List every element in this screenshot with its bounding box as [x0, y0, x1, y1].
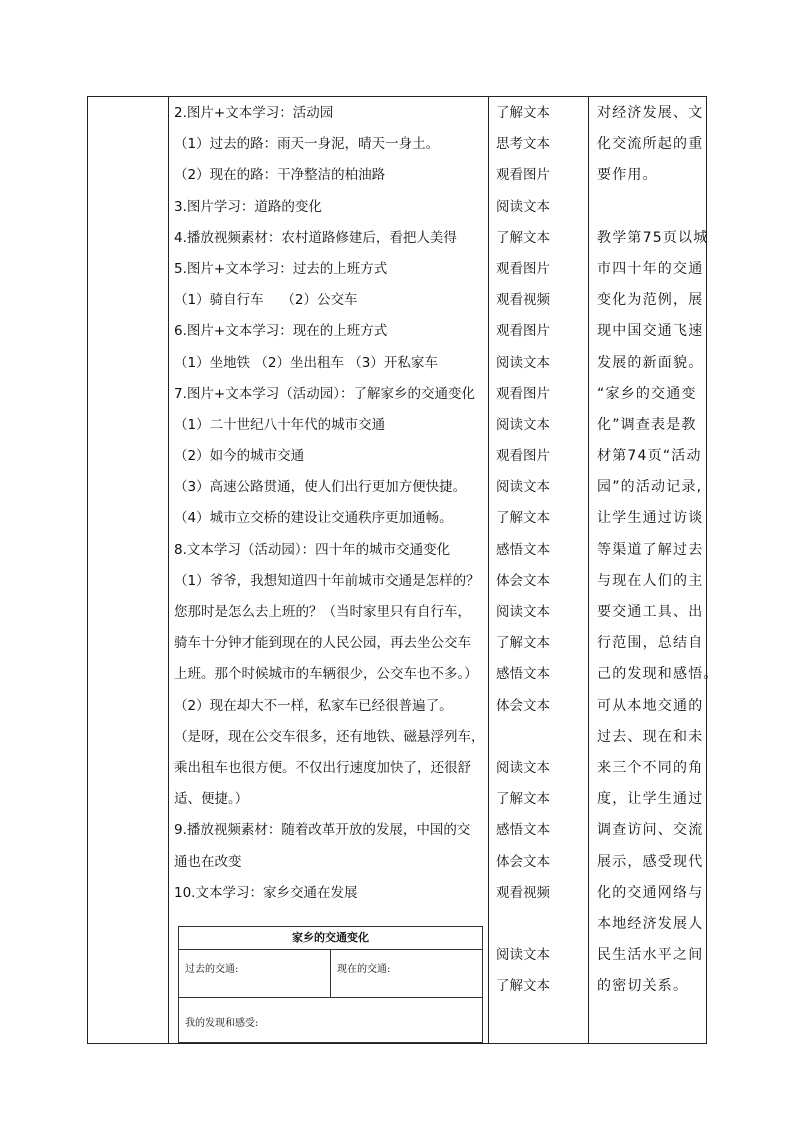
note-line: 市四十年的交通 [597, 260, 704, 277]
note-line: 与现在人们的主 [597, 572, 704, 589]
note-line: 调查访问、交流 [597, 822, 704, 839]
note-line: 化的交通网络与 [597, 884, 704, 901]
activity-line: 体会文本 [496, 572, 550, 589]
activity-line: 了解文本 [496, 510, 550, 527]
content-line: （是呀，现在公交车很多，还有地铁、磁悬浮列车， [174, 728, 485, 745]
note-line: 对经济发展、文 [597, 105, 704, 121]
activity-line: 阅读文本 [496, 604, 550, 620]
activity-line: 阅读文本 [496, 354, 550, 371]
activity-line: 观看视频 [496, 292, 550, 309]
note-line: 可从本地交通的 [597, 697, 704, 714]
note-line: 过去、现在和未 [597, 728, 704, 745]
activity-line [489, 722, 587, 753]
activity-line: 体会文本 [496, 853, 550, 870]
content-line: 5.图片+文本学习：过去的上班方式 [174, 260, 388, 277]
content-line: 2.图片+文本学习：活动园 [174, 105, 334, 121]
content-line: （1）过去的路：雨天一身泥，晴天一身土。 [174, 136, 440, 153]
survey-form-title: 家乡的交通变化 [179, 927, 482, 950]
past-transport-label: 过去的交通: [179, 950, 331, 997]
activity-line: 观看图片 [496, 448, 550, 465]
activity-line: 了解文本 [496, 791, 550, 808]
activity-line [489, 909, 587, 940]
activity-line: 了解文本 [496, 635, 550, 652]
activity-line: 了解文本 [496, 229, 550, 246]
note-line: 本地经济发展人 [597, 915, 704, 932]
content-line: （1）骑自行车 （2）公交车 [174, 292, 358, 309]
content-line: 9.播放视频素材：随着改革开放的发展，中国的交 [174, 822, 471, 839]
activity-line: 思考文本 [496, 136, 550, 153]
activity-line: 观看图片 [496, 323, 550, 340]
note-line: 来三个不同的角 [597, 759, 704, 776]
content-line: （2）现在的路：干净整洁的柏油路 [174, 167, 386, 184]
note-line: 化”调查表是教 [597, 416, 697, 433]
activity-line: 感悟文本 [496, 822, 550, 839]
reflection-label: 我的发现和感受: [185, 1018, 259, 1029]
content-line: 3.图片学习：道路的变化 [174, 198, 322, 215]
note-line: 度，让学生通过 [597, 791, 704, 808]
note-line: 教学第75页以城 [597, 229, 709, 246]
note-line: 要交通工具、出 [597, 604, 704, 620]
activity-line: 观看图片 [496, 260, 550, 277]
activity-line: 了解文本 [496, 978, 550, 995]
teaching-content-column [169, 98, 487, 909]
now-transport-label: 现在的交通: [337, 964, 391, 975]
note-line [589, 192, 705, 223]
content-line: 上班。那个时候城市的车辆很少，公交车也不多。） [174, 666, 478, 683]
design-intent-column [589, 98, 719, 1002]
activity-line: 感悟文本 [496, 541, 550, 558]
note-line: 的密切关系。 [597, 978, 689, 995]
note-line: 行范围，总结自 [597, 635, 704, 652]
note-line: 等渠道了解过去 [597, 541, 704, 558]
content-line: （1）二十世纪八十年代的城市交通 [174, 416, 386, 433]
note-line: 园”的活动记录, [597, 479, 703, 496]
activity-line: 观看视频 [496, 884, 550, 901]
content-line: 7.图片+文本学习（活动园）：了解家乡的交通变化 [174, 385, 475, 402]
note-line: 现中国交通飞速 [597, 323, 704, 340]
content-line: 您那时是怎么去上班的？（当时家里只有自行车， [174, 604, 471, 620]
content-line: （1）爷爷，我想知道四十年前城市交通是怎样的？ [174, 572, 480, 589]
content-line: 8.文本学习（活动园）：四十年的城市交通变化 [174, 541, 451, 558]
activity-line: 阅读文本 [496, 416, 550, 433]
content-line: 4.播放视频素材：农村道路修建后，看把人美得 [174, 229, 457, 246]
content-line: （3）高速公路贯通，使人们出行更加方便快捷。 [174, 479, 467, 496]
activity-line: 阅读文本 [496, 947, 550, 964]
activity-line: 观看图片 [496, 385, 550, 402]
activity-line: 感悟文本 [496, 666, 550, 683]
activity-line: 观看图片 [496, 167, 550, 184]
activity-line: 阅读文本 [496, 479, 550, 496]
activity-line: 阅读文本 [496, 198, 550, 215]
note-line: 让学生通过访谈 [597, 510, 704, 527]
content-line: （1）坐地铁 （2）坐出租车 （3）开私家车 [174, 354, 438, 371]
content-line: 6.图片+文本学习：现在的上班方式 [174, 323, 388, 340]
content-line: （4）城市立交桥的建设让交通秩序更加通畅。 [174, 510, 453, 527]
activity-line: 阅读文本 [496, 759, 550, 776]
note-line: 己的发现和感悟。 [597, 666, 719, 683]
note-line: 发展的新面貌。 [597, 354, 704, 371]
content-line: 10.文本学习：家乡交通在发展 [174, 884, 358, 901]
content-line: （2）现在却大不一样，私家车已经很普遍了。 [174, 697, 453, 714]
note-line: “家乡的交通变 [597, 385, 697, 402]
note-line: 变化为范例，展 [597, 292, 704, 309]
activity-line: 了解文本 [496, 105, 550, 121]
note-line: 民生活水平之间 [597, 947, 704, 964]
note-line: 展示，感受现代 [597, 853, 704, 870]
content-line: 骑车十分钟才能到现在的人民公园，再去坐公交车 [174, 635, 471, 652]
content-line: 适、便捷。） [174, 791, 249, 808]
survey-form-image [178, 926, 483, 1043]
student-activity-column [489, 98, 587, 1002]
note-line: 化交流所起的重 [597, 136, 704, 153]
note-line: 要作用。 [597, 167, 658, 184]
content-line: （2）如今的城市交通 [174, 448, 305, 465]
note-line: 材第74页“活动 [597, 448, 702, 465]
content-line: 通也在改变 [174, 853, 242, 870]
activity-line: 体会文本 [496, 697, 550, 714]
content-line: 乘出租车也很方便。不仅出行速度加快了，还很舒 [174, 759, 471, 776]
